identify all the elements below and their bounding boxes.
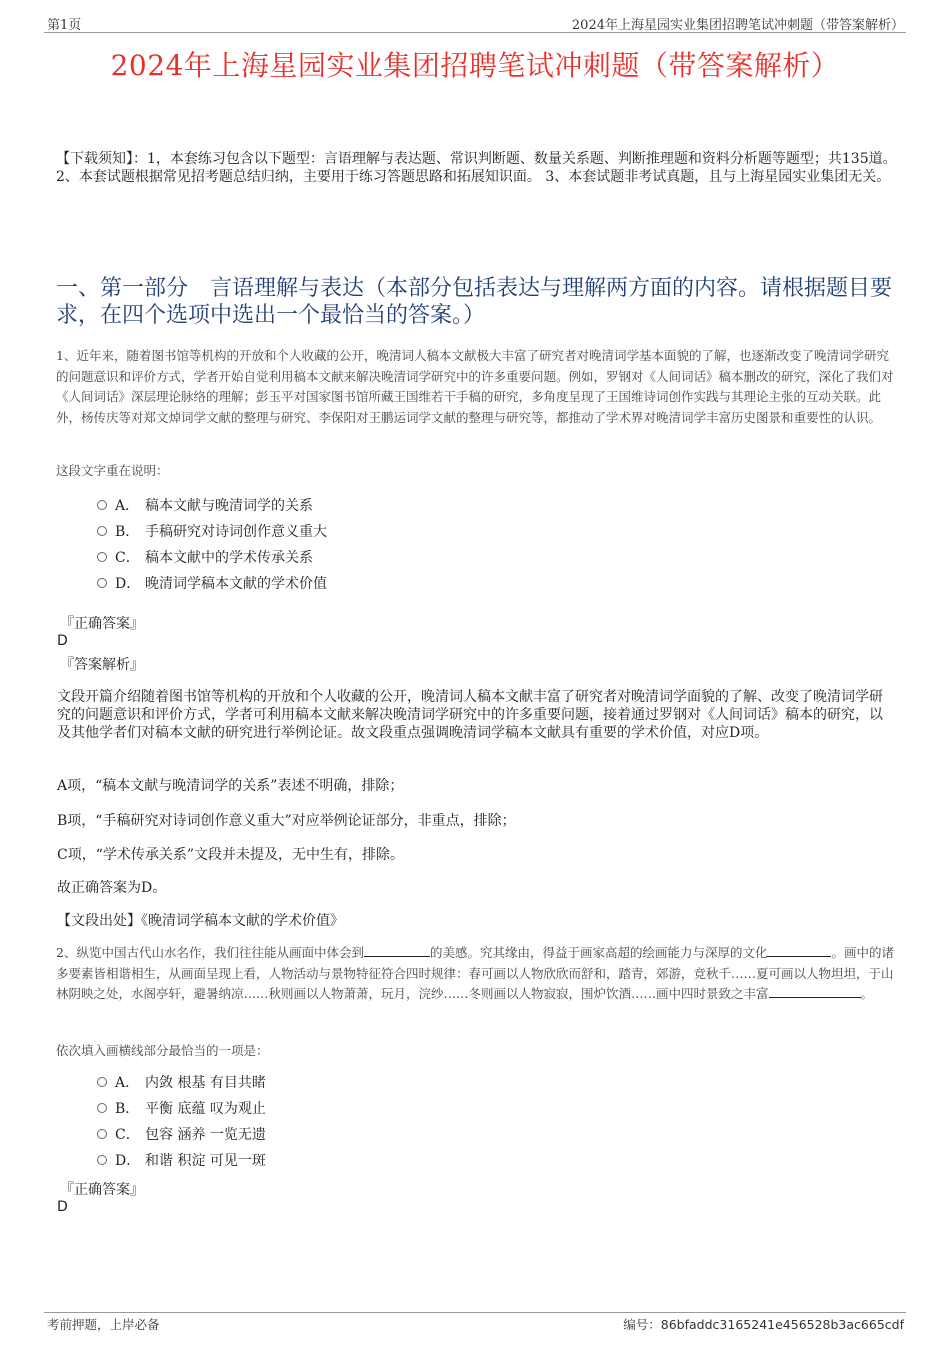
footer-code: 编号：86bfaddc3165241e456528b3ac665cdf [623,1317,904,1332]
q1-analysis: 文段开篇介绍随着图书馆等机构的开放和个人收藏的公开，晚清词人稿本文献丰富了研究者对晚清词学面貌的了解、改变了晚清词学研究的问题意识和评价方式，学者可利用稿本文献来解决晚清词学研究中的许多重要问题，接着通过罗钢对《人间词话》稿本的研究，以及其他学者们对稿本文献的研究进行举例论证。故文段重点强调晚清词学稿本文献具有重要的学术价值，对应D项。 [57,689,883,741]
q1-option-b[interactable]: B． 手稿研究对诗词创作意义重大 [97,522,327,542]
q2-answer-label: 『正确答案』 [60,1182,144,1198]
q1-eliminate-a: A项，“稿本文献与晚清词学的关系”表述不明确，排除； [57,778,404,794]
q2-option-a[interactable]: A． 内敛 根基 有目共睹 [97,1073,266,1093]
question-1-prompt: 这段文字重在说明： [56,463,169,478]
footer-divider [44,1312,906,1313]
q1-option-d[interactable]: D． 晚清词学稿本文献的学术价值 [97,574,327,594]
radio-icon[interactable] [97,526,107,536]
fill-blank-3[interactable] [769,985,861,998]
q1-analysis-label: 『答案解析』 [60,657,144,673]
question-2-text: 2、纵览中国古代山水名作，我们往往能从画面中体会到 的美感。究其缘由，得益于画家高超的绘画能力与深厚的文化 。画中的诸多要素皆相谐相生，从画面呈现上看，人物活动与景物特征符合四时规律：春可画以人物欣欣而舒和，踏青，郊游，竞秋千……夏可画以人物坦坦，于山林阴映之处，水阁亭轩，避暑纳凉……秋则画以人物萧萧，玩月，浣纱……冬则画以人物寂寂，围炉饮酒……画中四时景致之丰富 。 [56,945,894,1002]
q1-source: 【文段出处】《晚清词学稿本文献的学术价值》 [57,913,344,929]
radio-icon[interactable] [97,500,107,510]
download-notice: 【下载须知】：1，本套练习包含以下题型：言语理解与表达题、常识判断题、数量关系题、判断推理题和资料分析题等题型；共135道。 2、本套试题根据常见招考题总结归纳，主要用于练习答题思路和拓展知识面。 3、本套试题非考试真题，且与上海星园实业集团无关。 [56,151,897,185]
fill-blank-2[interactable] [767,944,831,957]
question-2-prompt: 依次填入画横线部分最恰当的一项是： [56,1043,269,1058]
header-doc-title: 2024年上海星园实业集团招聘笔试冲刺题（带答案解析） [571,18,904,33]
q2-option-c[interactable]: C． 包容 涵养 一览无遗 [97,1125,266,1145]
fill-blank-1[interactable] [364,944,430,957]
radio-icon[interactable] [97,1155,107,1165]
q2-answer: D [57,1199,68,1215]
question-1-text: 1、近年来，随着图书馆等机构的开放和个人收藏的公开，晚清词人稿本文献极大丰富了研究者对晚清词学基本面貌的了解，也逐渐改变了晚清词学研究的问题意识和评价方式，学者开始自觉利用稿本文献来解决晚清词学研究中的许多重要问题。例如，罗钢对《人间词话》稿本删改的研究，深化了我们对《人间词话》深层理论脉络的理解；彭玉平对国家图书馆所藏王国维若干手稿的研究，多角度呈现了王国维诗词创作实践与其理论主张的互动关联。此外，杨传庆等对郑文焯词学文献的整理与研究、李保阳对王鹏运词学文献的整理与研究等，都推动了学术界对晚清词学丰富历史图景和重要性的认识。 [56,348,894,425]
q2-option-d[interactable]: D． 和谐 积淀 可见一斑 [97,1151,266,1171]
q1-answer: D [57,633,68,649]
radio-icon[interactable] [97,1077,107,1087]
q1-eliminate-b: B项，“手稿研究对诗词创作意义重大”对应举例论证部分，非重点，排除； [57,813,516,829]
page-title: 2024年上海星园实业集团招聘笔试冲刺题（带答案解析） [110,49,840,82]
q1-option-a[interactable]: A． 稿本文献与晚清词学的关系 [97,496,313,516]
header-divider [44,32,906,33]
q1-option-c[interactable]: C． 稿本文献中的学术传承关系 [97,548,313,568]
q1-answer-label: 『正确答案』 [60,616,144,632]
q1-conclusion: 故正确答案为D。 [57,880,167,896]
page-number: 第1页 [47,18,82,33]
radio-icon[interactable] [97,1129,107,1139]
footer-slogan: 考前押题，上岸必备 [47,1317,160,1332]
q2-option-b[interactable]: B． 平衡 底蕴 叹为观止 [97,1099,266,1119]
section-heading: 一、第一部分 言语理解与表达（本部分包括表达与理解两方面的内容。请根据题目要求，在四个选项中选出一个最恰当的答案。） [56,276,893,328]
q1-eliminate-c: C项，“学术传承关系”文段并未提及，无中生有，排除。 [57,847,405,863]
radio-icon[interactable] [97,552,107,562]
radio-icon[interactable] [97,1103,107,1113]
radio-icon[interactable] [97,578,107,588]
